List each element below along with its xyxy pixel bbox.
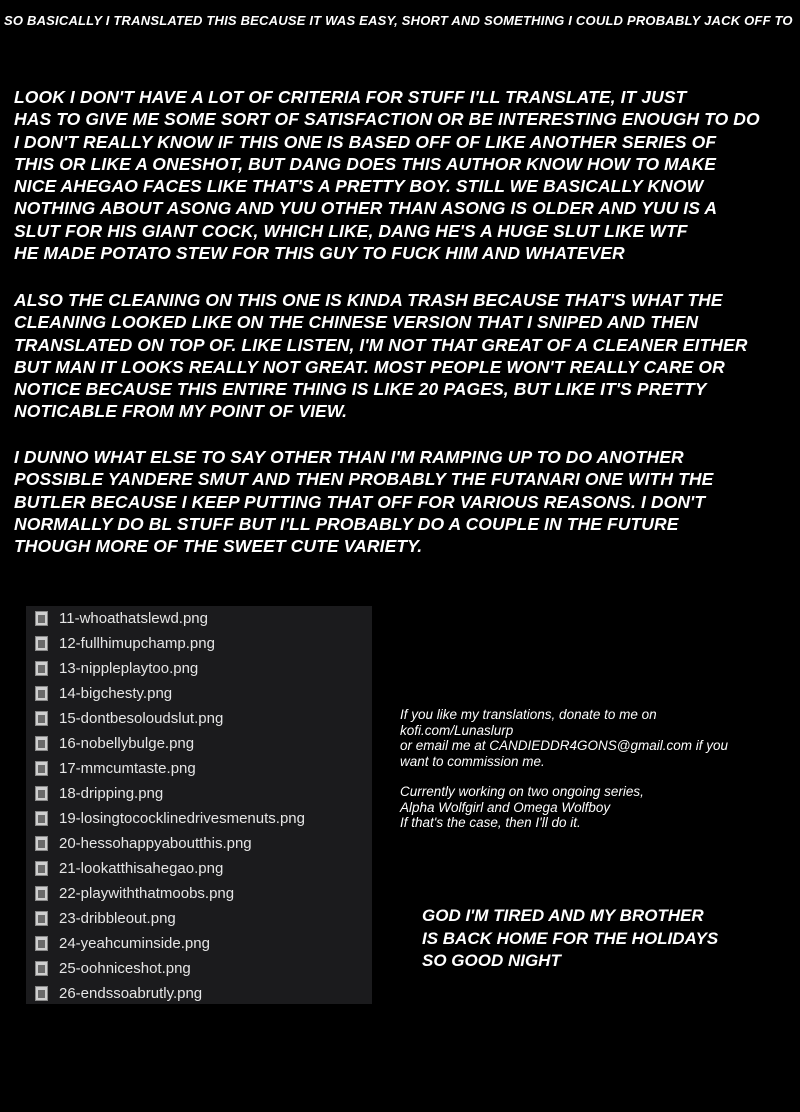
- image-file-icon: [35, 636, 48, 651]
- file-list-item[interactable]: [26, 806, 372, 831]
- paragraph-line: POSSIBLE YANDERE SMUT AND THEN PROBABLY THE FUTANARI ONE WITH THE: [14, 469, 714, 490]
- paragraph-line: ALSO THE CLEANING ON THIS ONE IS KINDA TRASH BECAUSE THAT'S WHAT THE: [14, 290, 723, 310]
- paragraph-line: NOTICE BECAUSE THIS ENTIRE THING IS LIKE 20 PAGES, BUT LIKE IT'S PRETTY: [14, 379, 707, 400]
- paragraph-line: LOOK I DON'T HAVE A LOT OF CRITERIA FOR STUFF I'LL TRANSLATE, IT JUST: [14, 87, 687, 107]
- file-name: 26-endssoabrutly.png: [59, 985, 203, 1002]
- goodnight-line: GOD I'M TIRED AND MY BROTHER: [422, 906, 704, 925]
- goodnight-line: SO GOOD NIGHT: [422, 951, 561, 970]
- paragraph-line: CLEANING LOOKED LIKE ON THE CHINESE VERSION THAT I SNIPED AND THEN: [14, 312, 699, 333]
- file-name: 15-dontbesoloudslut.png: [59, 710, 224, 727]
- image-file-icon: [35, 711, 48, 726]
- page-title: SO BASICALLY I TRANSLATED THIS BECAUSE IT WAS EASY, SHORT AND SOMETHING I COULD PROBABLY JACK OFF TO: [4, 13, 793, 28]
- file-list-item[interactable]: [26, 931, 372, 956]
- paragraph-plans: [14, 446, 796, 557]
- file-list-item[interactable]: [26, 656, 372, 681]
- file-name: 13-nippleplaytoo.png: [59, 660, 199, 677]
- file-name: 20-hessohappyaboutthis.png: [59, 835, 252, 852]
- paragraph-line: NICE AHEGAO FACES LIKE THAT'S A PRETTY BOY. STILL WE BASICALLY KNOW: [14, 176, 704, 197]
- info-line: want to commission me.: [400, 754, 545, 770]
- file-list-item[interactable]: [26, 881, 372, 906]
- image-file-icon: [35, 861, 48, 876]
- paragraph-line: NORMALLY DO BL STUFF BUT I'LL PROBABLY DO A COUPLE IN THE FUTURE: [14, 513, 679, 534]
- file-name: 18-dripping.png: [59, 785, 164, 802]
- paragraph-line: NOTICABLE FROM MY POINT OF VIEW.: [14, 401, 348, 422]
- file-name: 16-nobellybulge.png: [59, 735, 195, 752]
- file-name: 24-yeahcuminside.png: [59, 935, 210, 952]
- image-file-icon: [35, 736, 48, 751]
- paragraph-line: NOTHING ABOUT ASONG AND YUU OTHER THAN ASONG IS OLDER AND YUU IS A: [14, 198, 718, 219]
- paragraph-line: BUTLER BECAUSE I KEEP PUTTING THAT OFF FOR VARIOUS REASONS. I DON'T: [14, 491, 706, 512]
- paragraph-criteria: [14, 86, 796, 264]
- file-name: 12-fullhimupchamp.png: [59, 635, 215, 652]
- info-line: Currently working on two ongoing series,: [400, 783, 644, 799]
- file-name: 21-lookatthisahegao.png: [59, 860, 224, 877]
- email-line[interactable]: or email me at CANDIEDDR4GONS@gmail.com if you: [400, 738, 729, 754]
- image-file-icon: [35, 686, 48, 701]
- paragraph-line: I DUNNO WHAT ELSE TO SAY OTHER THAN I'M RAMPING UP TO DO ANOTHER: [14, 447, 684, 467]
- image-file-icon: [35, 611, 48, 626]
- image-file-icon: [35, 961, 48, 976]
- paragraph-line: THIS OR LIKE A ONESHOT, BUT DANG DOES THIS AUTHOR KNOW HOW TO MAKE: [14, 153, 717, 174]
- paragraph-line: THOUGH MORE OF THE SWEET CUTE VARIETY.: [14, 536, 423, 557]
- file-list-item[interactable]: [26, 756, 372, 781]
- info-line: If that's the case, then I'll do it.: [400, 815, 581, 831]
- paragraph-line: SLUT FOR HIS GIANT COCK, WHICH LIKE, DANG HE'S A HUGE SLUT LIKE WTF: [14, 220, 688, 241]
- file-list-item[interactable]: [26, 831, 372, 856]
- file-list-item[interactable]: [26, 981, 372, 1006]
- paragraph-line: I DON'T REALLY KNOW IF THIS ONE IS BASED OFF OF LIKE ANOTHER SERIES OF: [14, 131, 717, 152]
- file-list-item[interactable]: [26, 856, 372, 881]
- file-list-item[interactable]: [26, 606, 372, 631]
- image-file-icon: [35, 661, 48, 676]
- file-list-item[interactable]: [26, 906, 372, 931]
- file-list-item[interactable]: [26, 956, 372, 981]
- image-file-icon: [35, 936, 48, 951]
- info-line: If you like my translations, donate to me on: [400, 707, 657, 722]
- goodnight-line: IS BACK HOME FOR THE HOLIDAYS: [422, 928, 719, 948]
- paragraph-line: HAS TO GIVE ME SOME SORT OF SATISFACTION OR BE INTERESTING ENOUGH TO DO: [14, 109, 760, 130]
- info-line: Alpha Wolfgirl and Omega Wolfboy: [400, 799, 611, 815]
- file-list-item[interactable]: [26, 781, 372, 806]
- file-name: 11-whoathatslewd.png: [59, 610, 208, 627]
- paragraph-line: BUT MAN IT LOOKS REALLY NOT GREAT. MOST PEOPLE WON'T REALLY CARE OR: [14, 356, 725, 377]
- image-file-icon: [35, 911, 48, 926]
- file-list-item[interactable]: [26, 731, 372, 756]
- file-name: 22-playwiththatmoobs.png: [59, 885, 235, 902]
- file-name: 14-bigchesty.png: [59, 685, 173, 702]
- file-name: 23-dribbleout.png: [59, 910, 176, 927]
- paragraph-line: HE MADE POTATO STEW FOR THIS GUY TO FUCK HIM AND WHATEVER: [14, 243, 625, 264]
- paragraph-cleaning: [14, 289, 796, 423]
- file-name: 17-mmcumtaste.png: [59, 760, 196, 777]
- support-info: [400, 707, 795, 831]
- image-file-icon: [35, 761, 48, 776]
- image-file-icon: [35, 786, 48, 801]
- goodnight-note: [422, 905, 792, 973]
- image-file-icon: [35, 886, 48, 901]
- file-list: [26, 606, 372, 1004]
- image-file-icon: [35, 836, 48, 851]
- paragraph-line: TRANSLATED ON TOP OF. LIKE LISTEN, I'M NOT THAT GREAT OF A CLEANER EITHER: [14, 334, 748, 355]
- image-file-icon: [35, 986, 48, 1001]
- file-list-item[interactable]: [26, 706, 372, 731]
- file-name: 25-oohniceshot.png: [59, 960, 191, 977]
- file-list-item[interactable]: [26, 631, 372, 656]
- image-file-icon: [35, 811, 48, 826]
- file-list-item[interactable]: [26, 681, 372, 706]
- kofi-link[interactable]: kofi.com/Lunaslurp: [400, 722, 514, 738]
- file-name: 19-losingtococklinedrivesmenuts.png: [59, 810, 305, 827]
